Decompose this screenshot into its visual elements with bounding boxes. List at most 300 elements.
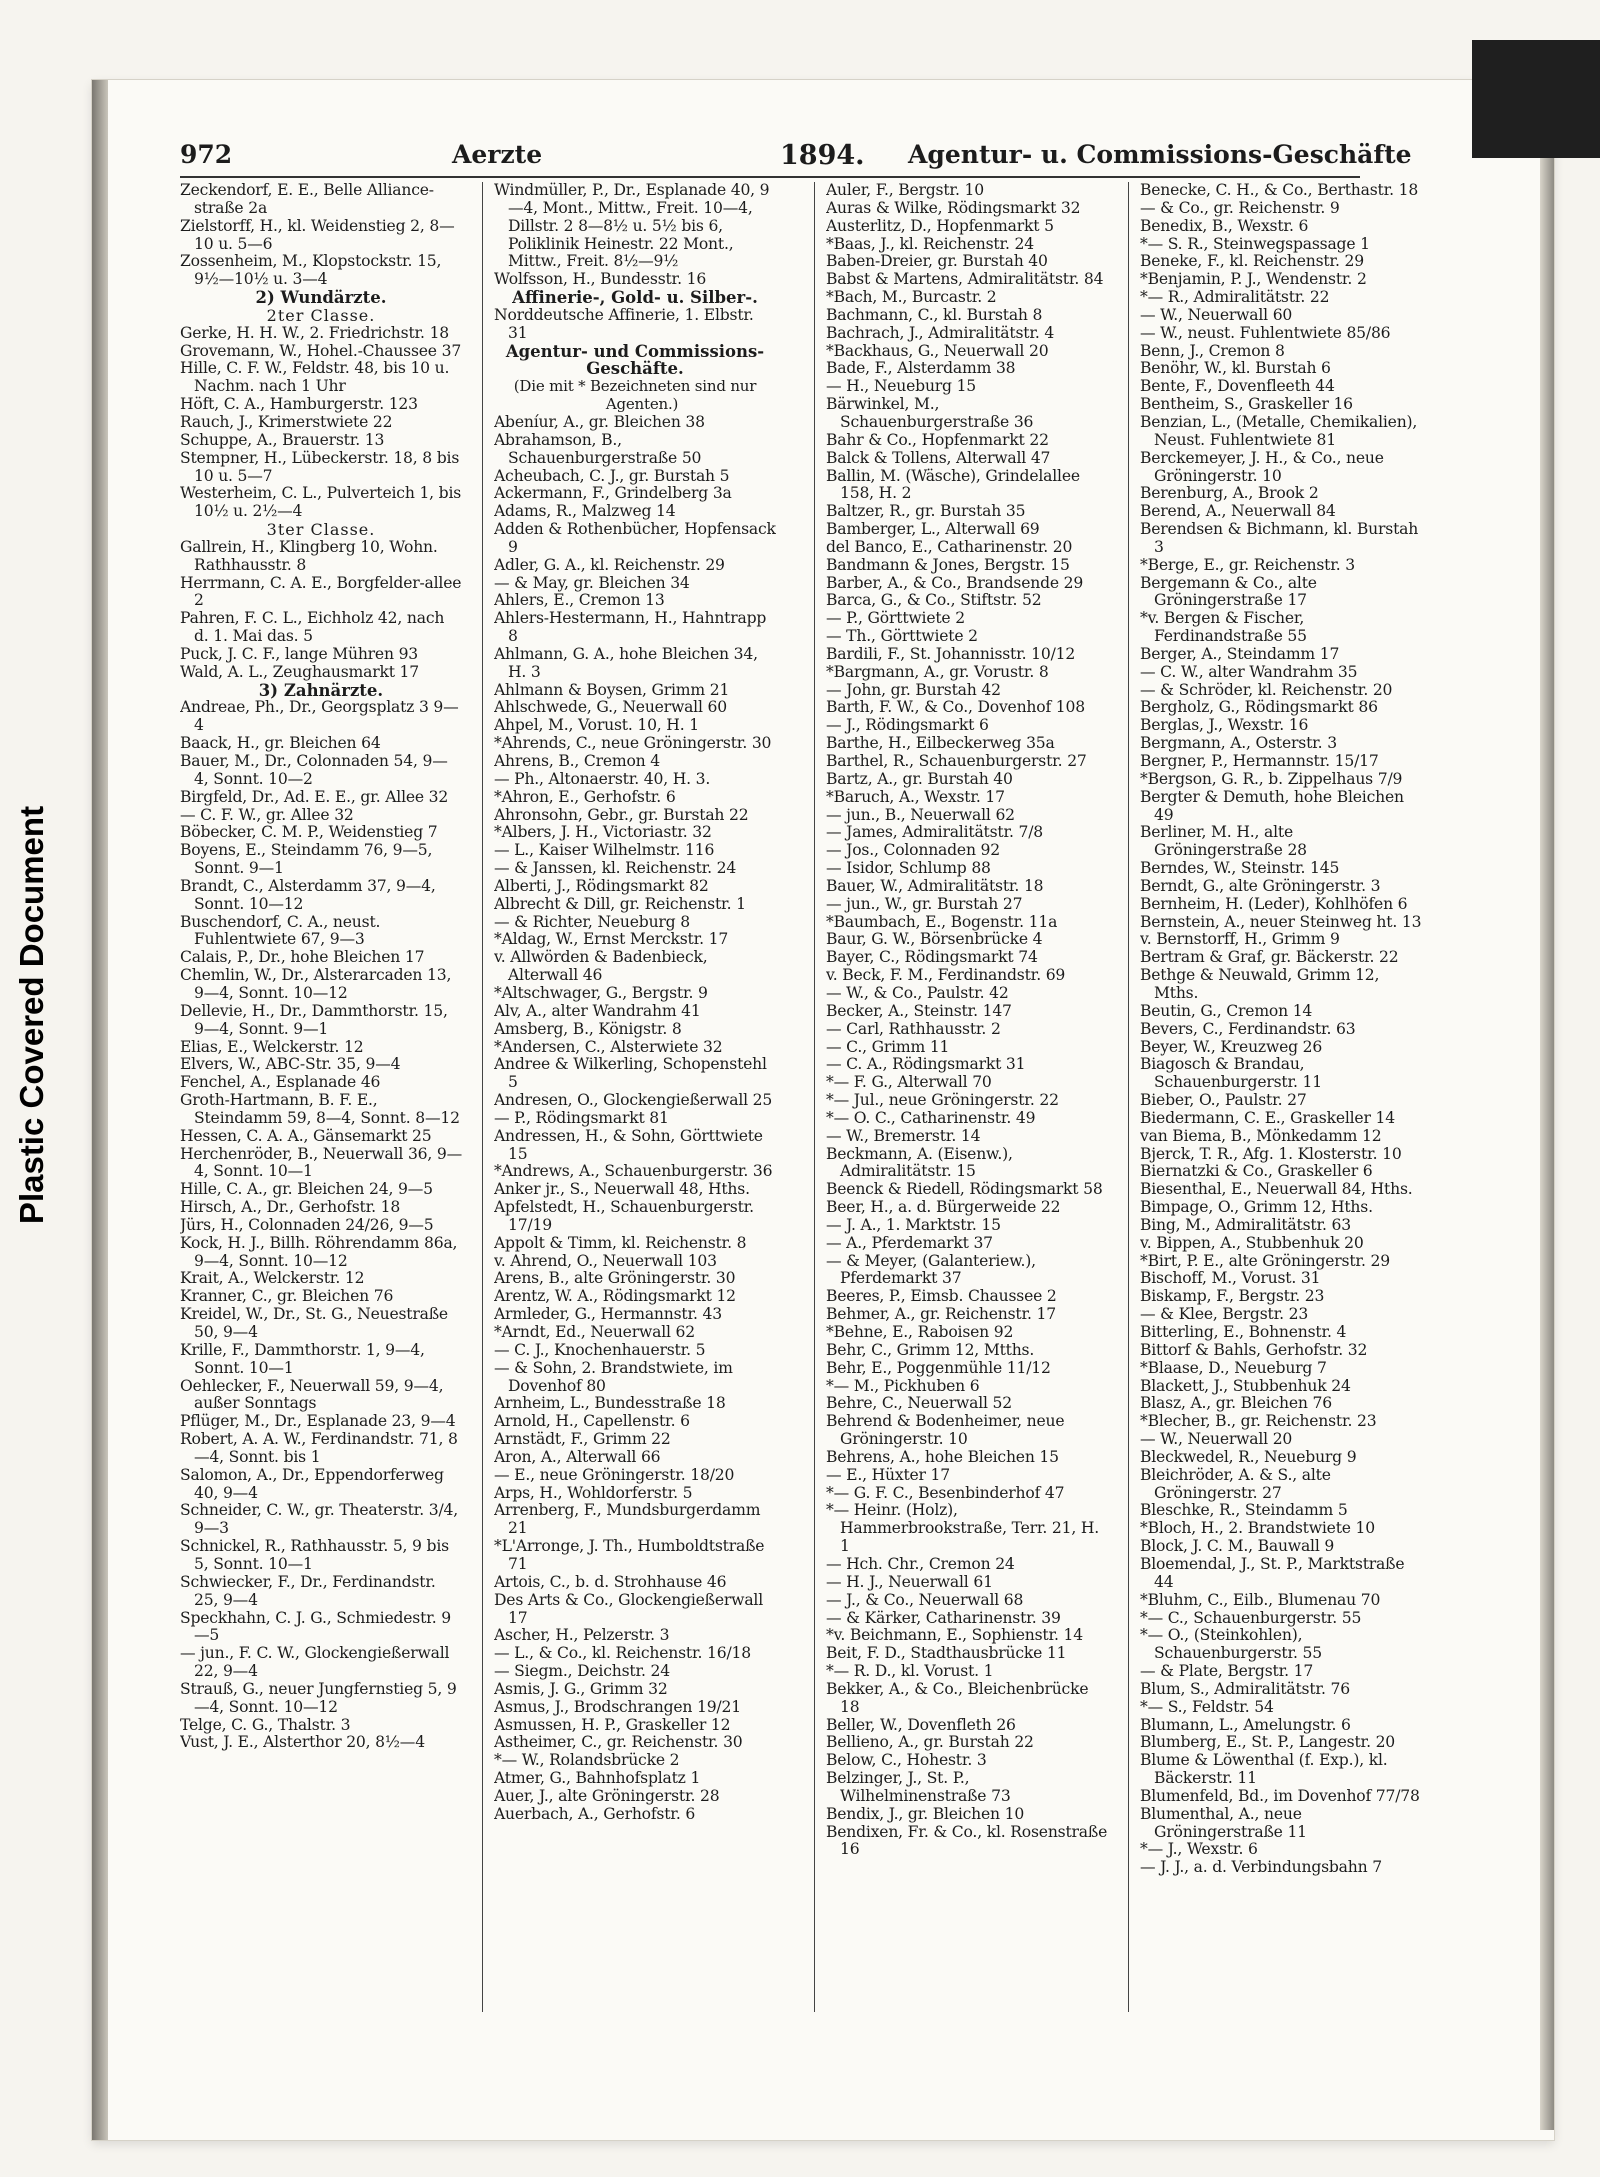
directory-entry: Pflüger, M., Dr., Esplanade 23, 9—4 — [180, 1412, 456, 1431]
column-4 — [1140, 182, 1422, 2012]
directory-entry: Barca, G., & Co., Stiftstr. 52 — [826, 591, 1042, 610]
directory-entry: van Biema, B., Mönkedamm 12 — [1140, 1126, 1382, 1145]
directory-entry: — A., Pferdemarkt 37 — [826, 1233, 993, 1252]
directory-entry: Behr, E., Poggenmühle 11/12 — [826, 1358, 1051, 1377]
directory-entry: Herrmann, C. A. E., Borgfelder-allee 2 — [180, 573, 462, 610]
directory-entry: Artois, C., b. d. Strohhause 46 — [494, 1572, 727, 1591]
directory-entry: Baben-Dreier, gr. Burstah 40 — [826, 252, 1048, 271]
subsection-heading: 2ter Classe. — [266, 305, 376, 325]
directory-entry: Adams, R., Malzweg 14 — [494, 502, 676, 521]
directory-entry: — Th., Görttwiete 2 — [826, 627, 978, 646]
directory-entry: *Bach, M., Burcastr. 2 — [826, 288, 997, 307]
year: 1894. — [780, 140, 865, 171]
section-title-left: Aerzte — [452, 140, 543, 169]
directory-entry: Berglas, J., Wexstr. 16 — [1140, 716, 1309, 735]
directory-entry: Auras & Wilke, Rödingsmarkt 32 — [826, 198, 1081, 217]
directory-entry: — & Plate, Bergstr. 17 — [1140, 1662, 1314, 1681]
directory-entry: *— O., (Steinkohlen), Schauenburgerstr. 55 — [1140, 1626, 1322, 1663]
directory-entry: *Albers, J. H., Victoriastr. 32 — [494, 823, 712, 842]
directory-entry: — W., & Co., Paulstr. 42 — [826, 983, 1009, 1002]
directory-entry: Blumberg, E., St. P., Langestr. 20 — [1140, 1733, 1396, 1752]
directory-entry: Berger, A., Steindamm 17 — [1140, 644, 1340, 663]
directory-entry: *Ahrends, C., neue Gröningerstr. 30 — [494, 734, 772, 753]
directory-entry: Kock, H. J., Billh. Röhrendamm 86a, 9—4, Sonnt. 10—12 — [180, 1233, 458, 1270]
directory-entry: Bärwinkel, M., Schauenburgerstraße 36 — [826, 395, 1034, 431]
directory-entry: Birgfeld, Dr., Ad. E. E., gr. Allee 32 — [180, 787, 449, 806]
directory-entry: Gerke, H. H. W., 2. Friedrichstr. 18 — [180, 323, 450, 342]
directory-entry: Alv, A., alter Wandrahm 41 — [494, 1001, 701, 1020]
directory-entry: *v. Bergen & Fischer, Ferdinandstraße 55 — [1140, 609, 1307, 646]
plastic-covered-label: Plastic Covered Document — [13, 805, 50, 1225]
directory-entry: Bieber, O., Paulstr. 27 — [1140, 1091, 1307, 1110]
directory-entry: Kranner, C., gr. Bleichen 76 — [180, 1287, 394, 1306]
directory-entry: Acheubach, C. J., gr. Burstah 5 — [494, 466, 730, 485]
directory-entry: Fenchel, A., Esplanade 46 — [180, 1073, 381, 1092]
directory-entry: — Ph., Altonaerstr. 40, H. 3. — [494, 769, 711, 788]
directory-entry: Aron, A., Alterwall 66 — [494, 1447, 661, 1466]
directory-entry: Stempner, H., Lübeckerstr. 18, 8 bis 10 u. 5—7 — [180, 448, 460, 485]
header-rule — [180, 176, 1360, 178]
directory-entry: — jun., W., gr. Burstah 27 — [826, 894, 1023, 913]
directory-entry: Beller, W., Dovenfleth 26 — [826, 1715, 1016, 1734]
directory-entry: Auer, J., alte Gröningerstr. 28 — [494, 1786, 720, 1805]
directory-entry: Blume & Löwenthal (f. Exp.), kl. Bäckerstr. 11 — [1140, 1751, 1388, 1788]
directory-entry: Schwiecker, F., Dr., Ferdinandstr. 25, 9—4 — [180, 1572, 436, 1609]
directory-entry: — C., Grimm 11 — [826, 1037, 950, 1056]
directory-entry: *Bloch, H., 2. Brandstwiete 10 — [1140, 1519, 1375, 1538]
directory-entry: — W., Neuerwall 20 — [1140, 1430, 1293, 1449]
page-binding-edge — [92, 80, 108, 2140]
directory-entry: — jun., B., Neuerwall 62 — [826, 805, 1015, 824]
directory-entry: *Arndt, Ed., Neuerwall 62 — [494, 1323, 695, 1341]
directory-entry: *— C., Schauenburgerstr. 55 — [1140, 1608, 1362, 1627]
directory-entry: *— R. D., kl. Vorust. 1 — [826, 1662, 994, 1681]
directory-entry: *— R., Admiralitätstr. 22 — [1140, 288, 1330, 307]
directory-entry: *Aldag, W., Ernst Merckstr. 17 — [494, 930, 729, 949]
directory-entry: — & Schröder, kl. Reichenstr. 20 — [1140, 680, 1393, 699]
directory-entry: *Birt, P. E., alte Gröningerstr. 29 — [1140, 1251, 1390, 1270]
directory-entry: Bachrach, J., Admiralitätstr. 4 — [826, 323, 1055, 342]
directory-entry: Ahlers-Hestermann, H., Hahntrapp 8 — [494, 609, 767, 646]
directory-entry: del Banco, E., Catharinenstr. 20 — [826, 537, 1073, 556]
directory-entry: Hessen, C. A. A., Gänsemarkt 25 — [180, 1126, 432, 1145]
directory-entry: Hille, C. F. W., Feldstr. 48, bis 10 u. Nachm. nach 1 Uhr — [180, 359, 450, 396]
directory-entry: Apfelstedt, H., Schauenburgerstr. 17/19 — [494, 1198, 754, 1234]
directory-entry: Ballin, M. (Wäsche), Grindelallee 158, H. 2 — [826, 466, 1080, 503]
directory-entry: Below, C., Hohestr. 3 — [826, 1751, 987, 1770]
directory-entry: Behr, C., Grimm 12, Mtths. — [826, 1340, 1035, 1359]
directory-entry: Bergter & Demuth, hohe Bleichen 49 — [1140, 787, 1404, 824]
directory-entry: *Behne, E., Raboisen 92 — [826, 1323, 1014, 1341]
directory-entry: Bade, F., Alsterdamm 38 — [826, 359, 1016, 378]
directory-entry: Arps, H., Wohldorferstr. 5 — [494, 1483, 693, 1502]
directory-entry: — & Klee, Bergstr. 23 — [1140, 1305, 1309, 1324]
directory-entry: Krait, A., Welckerstr. 12 — [180, 1269, 365, 1288]
directory-entry: Baltzer, R., gr. Burstah 35 — [826, 502, 1026, 521]
directory-entry: Barber, A., & Co., Brandsende 29 — [826, 573, 1084, 592]
directory-entry: Beutin, G., Cremon 14 — [1140, 1001, 1313, 1020]
directory-entry: Biernatzki & Co., Graskeller 6 — [1140, 1162, 1373, 1181]
directory-entry: Adler, G. A., kl. Reichenstr. 29 — [494, 555, 725, 574]
directory-entry: Berendsen & Bichmann, kl. Burstah 3 — [1140, 520, 1419, 556]
directory-entry: Robert, A. A. W., Ferdinandstr. 71, 8—4, Sonnt. bis 1 — [180, 1430, 458, 1466]
directory-entry: v. Bippen, A., Stubbenhuk 20 — [1140, 1233, 1364, 1252]
directory-entry: Asmis, J. G., Grimm 32 — [494, 1679, 668, 1698]
directory-entry: Benn, J., Cremon 8 — [1140, 341, 1285, 360]
directory-entry: Salomon, A., Dr., Eppendorferweg 40, 9—4 — [180, 1465, 444, 1502]
directory-entry: Bitterling, E., Bohnenstr. 4 — [1140, 1323, 1347, 1341]
directory-entry: Beeres, P., Eimsb. Chaussee 2 — [826, 1287, 1057, 1306]
directory-entry: Beit, F. D., Stadthausbrücke 11 — [826, 1644, 1067, 1663]
directory-entry: — C. F. W., gr. Allee 32 — [180, 805, 354, 824]
directory-entry: Atmer, G., Bahnhofsplatz 1 — [494, 1769, 701, 1788]
directory-entry: *— M., Pickhuben 6 — [826, 1376, 980, 1395]
directory-entry: *Baumbach, E., Bogenstr. 11a — [826, 912, 1058, 931]
directory-entry: Blumenthal, A., neue Gröningerstraße 11 — [1140, 1804, 1307, 1841]
directory-entry: Wolfsson, H., Bundesstr. 16 — [494, 270, 707, 289]
directory-entry: *— W., Rolandsbrücke 2 — [494, 1751, 680, 1770]
directory-entry: Austerlitz, D., Hopfenmarkt 5 — [826, 216, 1054, 235]
directory-entry: *— S., Feldstr. 54 — [1140, 1697, 1274, 1716]
directory-entry: Auler, F., Bergstr. 10 — [826, 182, 984, 199]
directory-entry: Anker jr., S., Neuerwall 48, Hths. — [494, 1180, 750, 1199]
directory-entry: Berndes, W., Steinstr. 145 — [1140, 859, 1340, 878]
directory-entry: Albrecht & Dill, gr. Reichenstr. 1 — [494, 894, 746, 913]
directory-entry: — W., Neuerwall 60 — [1140, 305, 1293, 324]
directory-entry: Hirsch, A., Dr., Gerhofstr. 18 — [180, 1198, 401, 1217]
section-heading: 3) Zahnärzte. — [258, 680, 384, 700]
directory-entry: Asmus, J., Brodschrangen 19/21 — [494, 1697, 741, 1716]
directory-entry: v. Ahrend, O., Neuerwall 103 — [494, 1251, 717, 1270]
directory-entry: Bauer, M., Dr., Colonnaden 54, 9—4, Sonnt. 10—2 — [180, 752, 448, 788]
directory-entry: Barthe, H., Eilbeckerweg 35a — [826, 734, 1055, 753]
directory-entry: Baack, H., gr. Bleichen 64 — [180, 734, 381, 753]
directory-entry: — W., Bremerstr. 14 — [826, 1126, 981, 1145]
directory-entry: Böbecker, C. M. P., Weidenstieg 7 — [180, 823, 438, 842]
directory-entry: Alberti, J., Rödingsmarkt 82 — [494, 876, 709, 895]
directory-entry: — E., neue Gröningerstr. 18/20 — [494, 1465, 735, 1484]
directory-entry: — Siegm., Deichstr. 24 — [494, 1662, 670, 1681]
directory-entry: — E., Hüxter 17 — [826, 1465, 950, 1484]
directory-entry: — & Sohn, 2. Brandstwiete, im Dovenhof 80 — [494, 1358, 733, 1395]
directory-entry: *Andrews, A., Schauenburgerstr. 36 — [494, 1162, 773, 1181]
column-1 — [180, 182, 462, 2012]
directory-entry: Oehlecker, F., Neuerwall 59, 9—4, außer Sonntags — [180, 1376, 444, 1413]
directory-entry: — & Richter, Neueburg 8 — [494, 912, 690, 931]
directory-entry: Bayer, C., Rödingsmarkt 74 — [826, 948, 1038, 967]
directory-entry: Abeníur, A., gr. Bleichen 38 — [494, 412, 705, 431]
directory-entry: Bahr & Co., Hopfenmarkt 22 — [826, 430, 1049, 449]
directory-entry: Bernheim, H. (Leder), Kohlhöfen 6 — [1140, 894, 1408, 913]
directory-entry: Zielstorff, H., kl. Weidenstieg 2, 8—10 u. 5—6 — [180, 216, 455, 253]
directory-entry: Berckemeyer, J. H., & Co., neue Gröningerstr. 10 — [1140, 448, 1384, 485]
directory-entry: Arentz, W. A., Rödingsmarkt 12 — [494, 1287, 736, 1306]
directory-entry: — & Janssen, kl. Reichenstr. 24 — [494, 859, 737, 878]
directory-entry: — P., Görttwiete 2 — [826, 609, 965, 628]
directory-entry: *v. Beichmann, E., Sophienstr. 14 — [826, 1626, 1083, 1645]
directory-entry: Boyens, E., Steindamm 76, 9—5, Sonnt. 9—1 — [180, 841, 433, 878]
directory-entry: Arnstädt, F., Grimm 22 — [494, 1430, 671, 1449]
directory-entry: v. Beck, F. M., Ferdinandstr. 69 — [826, 966, 1066, 985]
directory-entry: *Bergson, G. R., b. Zippelhaus 7/9 — [1140, 769, 1403, 788]
page-number: 972 — [180, 140, 233, 169]
directory-entry: Biagosch & Brandau, Schauenburgerstr. 11 — [1140, 1055, 1322, 1092]
directory-entry: Ahlers, E., Cremon 13 — [494, 591, 665, 610]
page-header — [180, 140, 1412, 180]
directory-entry: Astheimer, C., gr. Reichenstr. 30 — [494, 1733, 743, 1752]
directory-entry: Puck, J. C. F., lange Mühren 93 — [180, 644, 419, 663]
directory-entry: Vust, J. E., Alsterthor 20, 8½—4 — [180, 1733, 425, 1752]
directory-entry: *Bluhm, C., Eilb., Blumenau 70 — [1140, 1590, 1381, 1609]
directory-entry: Bimpage, O., Grimm 12, Hths. — [1140, 1198, 1373, 1217]
directory-entry: *Berge, E., gr. Reichenstr. 3 — [1140, 555, 1356, 574]
directory-entry: *L'Arronge, J. Th., Humboldtstraße 71 — [494, 1537, 765, 1573]
directory-entry: — Isidor, Schlump 88 — [826, 859, 991, 878]
directory-entry: Groth-Hartmann, B. F. E., Steindamm 59, 8—4, Sonnt. 8—12 — [180, 1091, 460, 1127]
column-3 — [826, 182, 1108, 2012]
directory-entry: Bachmann, C., kl. Burstah 8 — [826, 305, 1043, 324]
directory-entry: Strauß, G., neuer Jungfernstieg 5, 9—4, Sonnt. 10—12 — [180, 1679, 457, 1716]
directory-entry: Behmer, A., gr. Reichenstr. 17 — [826, 1305, 1056, 1324]
directory-entry: Blackett, J., Stubbenhuk 24 — [1140, 1376, 1351, 1395]
directory-entry: — L., Kaiser Wilhelmstr. 116 — [494, 841, 715, 860]
directory-entry: Bleschke, R., Steindamm 5 — [1140, 1501, 1348, 1520]
directory-entry: Andressen, H., & Sohn, Görttwiete 15 — [494, 1126, 763, 1163]
directory-entry: Westerheim, C. L., Pulverteich 1, bis 10½ u. 2½—4 — [180, 484, 462, 521]
directory-entry: Norddeutsche Affinerie, 1. Elbstr. 31 — [494, 305, 754, 342]
directory-entry: *Benjamin, P. J., Wendenstr. 2 — [1140, 270, 1367, 289]
directory-entry: Arnheim, L., Bundesstraße 18 — [494, 1394, 726, 1413]
directory-entry: — Jos., Colonnaden 92 — [826, 841, 1000, 860]
directory-entry: Bischoff, M., Vorust. 31 — [1140, 1269, 1321, 1288]
directory-entry: *— J., Wexstr. 6 — [1140, 1840, 1258, 1859]
directory-entry: Andreae, Ph., Dr., Georgsplatz 3 9—4 — [180, 698, 459, 735]
directory-entry: Amsberg, B., Königstr. 8 — [494, 1019, 682, 1038]
directory-entry: Bevers, C., Ferdinandstr. 63 — [1140, 1019, 1356, 1038]
directory-entry: Hille, C. A., gr. Bleichen 24, 9—5 — [180, 1180, 433, 1199]
directory-entry: Calais, P., Dr., hohe Bleichen 17 — [180, 948, 425, 967]
directory-entry: Rauch, J., Krimerstwiete 22 — [180, 412, 393, 431]
directory-entry: Bergner, P., Hermannstr. 15/17 — [1140, 752, 1379, 770]
directory-entry: Bamberger, L., Alterwall 69 — [826, 520, 1040, 539]
directory-entry: *Backhaus, G., Neuerwall 20 — [826, 341, 1049, 360]
directory-entry: Bendix, J., gr. Bleichen 10 — [826, 1804, 1025, 1823]
directory-entry: Beckmann, A. (Eisenw.), Admiralitätstr. 15 — [826, 1144, 1013, 1181]
directory-entry: Zossenheim, M., Klopstockstr. 15, 9½—10½ u. 3—4 — [180, 252, 442, 289]
directory-entry: Biedermann, C. E., Graskeller 14 — [1140, 1108, 1395, 1127]
directory-entry: Baur, G. W., Börsenbrücke 4 — [826, 930, 1043, 949]
directory-entry: Beer, H., a. d. Bürgerweide 22 — [826, 1198, 1061, 1217]
directory-entry: — C. W., alter Wandrahm 35 — [1140, 662, 1358, 681]
directory-entry: Blasz, A., gr. Bleichen 76 — [1140, 1394, 1332, 1413]
directory-entry: Bekker, A., & Co., Bleichenbrücke 18 — [826, 1679, 1089, 1716]
directory-entry: Andree & Wilkerling, Schopenstehl 5 — [494, 1055, 767, 1092]
directory-entry: Bertram & Graf, gr. Bäckerstr. 22 — [1140, 948, 1399, 967]
directory-entry: Bardili, F., St. Johannisstr. 10/12 — [826, 644, 1076, 663]
directory-entry: Appolt & Timm, kl. Reichenstr. 8 — [494, 1233, 747, 1252]
directory-entry: Biskamp, F., Bergstr. 23 — [1140, 1287, 1325, 1306]
directory-entry: Abrahamson, B., Schauenburgerstraße 50 — [494, 430, 702, 467]
directory-entry: Ahlmann, G. A., hohe Bleichen 34, H. 3 — [494, 644, 758, 681]
directory-entry: Dellevie, H., Dr., Dammthorstr. 15, 9—4, Sonnt. 9—1 — [180, 1001, 448, 1038]
directory-entry: Barthel, R., Schauenburgerstr. 27 — [826, 752, 1087, 770]
directory-entry: Berenburg, A., Brook 2 — [1140, 484, 1319, 503]
directory-entry: Bente, F., Dovenfleeth 44 — [1140, 377, 1335, 396]
directory-entry: Ahlmann & Boysen, Grimm 21 — [494, 680, 730, 699]
directory-entry: v. Allwörden & Badenbieck, Alterwall 46 — [494, 948, 708, 985]
subsection-heading: 3ter Classe. — [266, 520, 376, 540]
directory-entry: Des Arts & Co., Glockengießerwall 17 — [494, 1590, 763, 1627]
directory-entry: Brandt, C., Alsterdamm 37, 9—4, Sonnt. 10—12 — [180, 876, 436, 913]
directory-entry: — J. J., a. d. Verbindungsbahn 7 — [1140, 1858, 1382, 1877]
directory-entry: — J. A., 1. Marktstr. 15 — [826, 1215, 1001, 1234]
directory-entry: Herchenröder, B., Neuerwall 36, 9—4, Sonnt. 10—1 — [180, 1144, 462, 1181]
directory-entry: Block, J. C. M., Bauwall 9 — [1140, 1537, 1335, 1556]
directory-entry: Schuppe, A., Brauerstr. 13 — [180, 430, 385, 449]
directory-entry: Ascher, H., Pelzerstr. 3 — [494, 1626, 670, 1645]
directory-entry: *Bargmann, A., gr. Vorustr. 8 — [826, 662, 1049, 681]
directory-entry: Bing, M., Admiralitätstr. 63 — [1140, 1215, 1351, 1234]
directory-entry: Berliner, M. H., alte Gröningerstraße 28 — [1140, 823, 1307, 860]
directory-entry: Balck & Tollens, Alterwall 47 — [826, 448, 1051, 467]
directory-entry: *— Heinr. (Holz), Hammerbrookstraße, Terr. 21, H. 1 — [826, 1501, 1100, 1556]
directory-entry: Bleckwedel, R., Neueburg 9 — [1140, 1447, 1357, 1466]
directory-entry: Bleichröder, A. & S., alte Gröningerstr. 27 — [1140, 1465, 1331, 1502]
directory-entry: Asmussen, H. P., Graskeller 12 — [494, 1715, 731, 1734]
directory-entry: Schneider, C. W., gr. Theaterstr. 3/4, 9—3 — [180, 1501, 458, 1538]
directory-entry: Telge, C. G., Thalstr. 3 — [180, 1715, 351, 1734]
directory-entry: *Blaase, D., Neueburg 7 — [1140, 1358, 1327, 1377]
directory-entry: Benedix, B., Wexstr. 6 — [1140, 216, 1309, 235]
directory-entry: Armleder, G., Hermannstr. 43 — [494, 1305, 722, 1324]
directory-entry: Elvers, W., ABC-Str. 35, 9—4 — [180, 1055, 401, 1074]
directory-entry: — Hch. Chr., Cremon 24 — [826, 1554, 1015, 1573]
directory-entry: — & Kärker, Catharinenstr. 39 — [826, 1608, 1061, 1627]
directory-entry: Blum, S., Admiralitätstr. 76 — [1140, 1679, 1350, 1698]
directory-entry: *Blecher, B., gr. Reichenstr. 23 — [1140, 1412, 1377, 1431]
directory-entry: Pahren, F. C. L., Eichholz 42, nach d. 1. Mai das. 5 — [180, 609, 445, 646]
directory-entry: Grovemann, W., Hohel.-Chaussee 37 — [180, 341, 462, 360]
directory-entry: Speckhahn, C. J. G., Schmiedestr. 9—5 — [180, 1608, 451, 1645]
directory-entry: Ahpel, M., Vorust. 10, H. 1 — [494, 716, 699, 735]
directory-entry: Elias, E., Welckerstr. 12 — [180, 1037, 364, 1056]
directory-entry: Berend, A., Neuerwall 84 — [1140, 502, 1336, 521]
directory-entry: Bendixen, Fr. & Co., kl. Rosenstraße 16 — [826, 1822, 1108, 1859]
directory-entry: Auerbach, A., Gerhofstr. 6 — [494, 1804, 696, 1823]
page-fore-edge — [1540, 100, 1554, 2130]
directory-entry: Benöhr, W., kl. Burstah 6 — [1140, 359, 1331, 378]
section-heading: 2) Wundärzte. — [255, 288, 387, 308]
directory-entry: Wald, A. L., Zeughausmarkt 17 — [180, 662, 419, 681]
directory-entry: Behrens, A., hohe Bleichen 15 — [826, 1447, 1059, 1466]
directory-entry: Blumenfeld, Bd., im Dovenhof 77/78 — [1140, 1786, 1420, 1805]
directory-entry: Ahlschwede, G., Neuerwall 60 — [494, 698, 727, 717]
column-divider — [1128, 182, 1129, 2012]
directory-entry: Andresen, O., Glockengießerwall 25 — [494, 1091, 773, 1110]
directory-entry: — James, Admiralitätstr. 7/8 — [826, 823, 1044, 842]
directory-entry: — C. A., Rödingsmarkt 31 — [826, 1055, 1026, 1074]
directory-entry: Bartz, A., gr. Burstah 40 — [826, 769, 1013, 788]
directory-entry: Benecke, C. H., & Co., Berthastr. 18 — [1140, 182, 1419, 199]
directory-entry: — W., neust. Fuhlentwiete 85/86 — [1140, 323, 1391, 342]
directory-entry: — C. J., Knochenhauerstr. 5 — [494, 1340, 706, 1359]
directory-entry: Beneke, F., kl. Reichenstr. 29 — [1140, 252, 1364, 271]
column-divider — [482, 182, 483, 2012]
directory-entry: Ackermann, F., Grindelberg 3a — [494, 484, 732, 503]
directory-entry: — J., & Co., Neuerwall 68 — [826, 1590, 1024, 1609]
directory-entry: Bauer, W., Admiralitätstr. 18 — [826, 876, 1044, 895]
directory-entry: Behrend & Bodenheimer, neue Gröningerstr. 10 — [826, 1412, 1065, 1449]
directory-entry: Bergemann & Co., alte Gröningerstraße 17 — [1140, 573, 1317, 610]
scanner-corner-shadow — [1472, 40, 1600, 158]
directory-entry: Bergmann, A., Osterstr. 3 — [1140, 734, 1337, 753]
directory-entry: *— G. F. C., Besenbinderhof 47 — [826, 1483, 1065, 1502]
directory-entry: Berndt, G., alte Gröningerstr. 3 — [1140, 876, 1381, 895]
directory-entry: Buschendorf, C. A., neust. Fuhlentwiete 67, 9—3 — [180, 912, 381, 949]
directory-entry: Windmüller, P., Dr., Esplanade 40, 9—4, Mont., Mittw., Freit. 10—4, Dillstr. 2 8—8½ u. 5½ bis 6, Poliklinik Heinestr. 22 Mont., Mittw., Freit. 8½—9½ — [494, 182, 770, 271]
directory-entry: Krille, F., Dammthorstr. 1, 9—4, Sonnt. 10—1 — [180, 1340, 425, 1377]
directory-entry: Arnold, H., Capellenstr. 6 — [494, 1412, 690, 1431]
directory-entry: Chemlin, W., Dr., Alsterarcaden 13, 9—4, Sonnt. 10—12 — [180, 966, 452, 1002]
directory-entry: *Andersen, C., Alsterwiete 32 — [494, 1037, 723, 1056]
directory-entry: — J., Rödingsmarkt 6 — [826, 716, 989, 735]
directory-entry: — H., Neueburg 15 — [826, 377, 977, 396]
directory-entry: — Carl, Rathhausstr. 2 — [826, 1019, 1001, 1038]
directory-entry: Babst & Martens, Admiralitätstr. 84 — [826, 270, 1104, 289]
directory-entry: Adden & Rothenbücher, Hopfensack 9 — [494, 520, 776, 556]
directory-entry: *Altschwager, G., Bergstr. 9 — [494, 983, 708, 1002]
directory-entry: — jun., F. C. W., Glockengießerwall 22, 9—4 — [180, 1644, 450, 1681]
directory-entry: Ahrens, B., Cremon 4 — [494, 752, 660, 770]
directory-entry: Bloemendal, J., St. P., Marktstraße 44 — [1140, 1554, 1405, 1591]
directory-entry: Schnickel, R., Rathhausstr. 5, 9 bis 5, Sonnt. 10—1 — [180, 1537, 449, 1573]
directory-entry: *— F. G., Alterwall 70 — [826, 1073, 992, 1092]
directory-entry: Beenck & Riedell, Rödingsmarkt 58 — [826, 1180, 1103, 1199]
directory-entry: Biesenthal, E., Neuerwall 84, Hths. — [1140, 1180, 1413, 1199]
directory-entry: Zeckendorf, E. E., Belle Alliance-straße 2a — [180, 182, 434, 217]
section-heading: Agentur- und Commissions-Geschäfte. — [505, 341, 765, 379]
directory-entry: Beyer, W., Kreuzweg 26 — [1140, 1037, 1323, 1056]
directory-entry: *— S. R., Steinwegspassage 1 — [1140, 234, 1370, 253]
directory-entry: Höft, C. A., Hamburgerstr. 123 — [180, 395, 418, 414]
directory-entry: — H. J., Neuerwall 61 — [826, 1572, 993, 1591]
directory-entry: — & Meyer, (Galanteriew.), Pferdemarkt 37 — [826, 1251, 1036, 1288]
directory-entry: Ahronsohn, Gebr., gr. Burstah 22 — [494, 805, 749, 824]
directory-entry: — & Co., gr. Reichenstr. 9 — [1140, 198, 1340, 217]
directory-entry: — P., Rödingsmarkt 81 — [494, 1108, 669, 1127]
directory-entry: v. Bernstorff, H., Grimm 9 — [1140, 930, 1340, 949]
directory-entry: — & May, gr. Bleichen 34 — [494, 573, 690, 592]
directory-entry: Behre, C., Neuerwall 52 — [826, 1394, 1012, 1413]
directory-entry: Blumann, L., Amelungstr. 6 — [1140, 1715, 1351, 1734]
directory-entry: Belzinger, J., St. P., Wilhelminenstraße 73 — [826, 1769, 1011, 1805]
column-divider — [814, 182, 815, 2012]
directory-entry: Bjerck, T. R., Afg. 1. Klosterstr. 10 — [1140, 1144, 1402, 1163]
directory-entry: *— O. C., Catharinenstr. 49 — [826, 1108, 1036, 1127]
directory-entry: Jürs, H., Colonnaden 24/26, 9—5 — [180, 1215, 434, 1234]
directory-entry: — John, gr. Burstah 42 — [826, 680, 1001, 699]
directory-entry: Bergholz, G., Rödingsmarkt 86 — [1140, 698, 1378, 717]
directory-entry: Kreidel, W., Dr., St. G., Neuestraße 50, 9—4 — [180, 1305, 448, 1341]
directory-entry: Arrenberg, F., Mundsburgerdamm 21 — [494, 1501, 761, 1538]
directory-entry: Becker, A., Steinstr. 147 — [826, 1001, 1012, 1020]
directory-entry: Bethge & Neuwald, Grimm 12, Mths. — [1140, 966, 1380, 1002]
directory-entry: Benzian, L., (Metalle, Chemikalien), Neust. Fuhlentwiete 81 — [1140, 412, 1418, 449]
directory-entry: Bandmann & Jones, Bergstr. 15 — [826, 555, 1070, 574]
directory-entry: *— Jul., neue Gröningerstr. 22 — [826, 1091, 1059, 1110]
directory-entry: *Ahron, E., Gerhofstr. 6 — [494, 787, 676, 806]
section-title-right: Agentur- u. Commissions-Geschäfte — [908, 140, 1412, 169]
